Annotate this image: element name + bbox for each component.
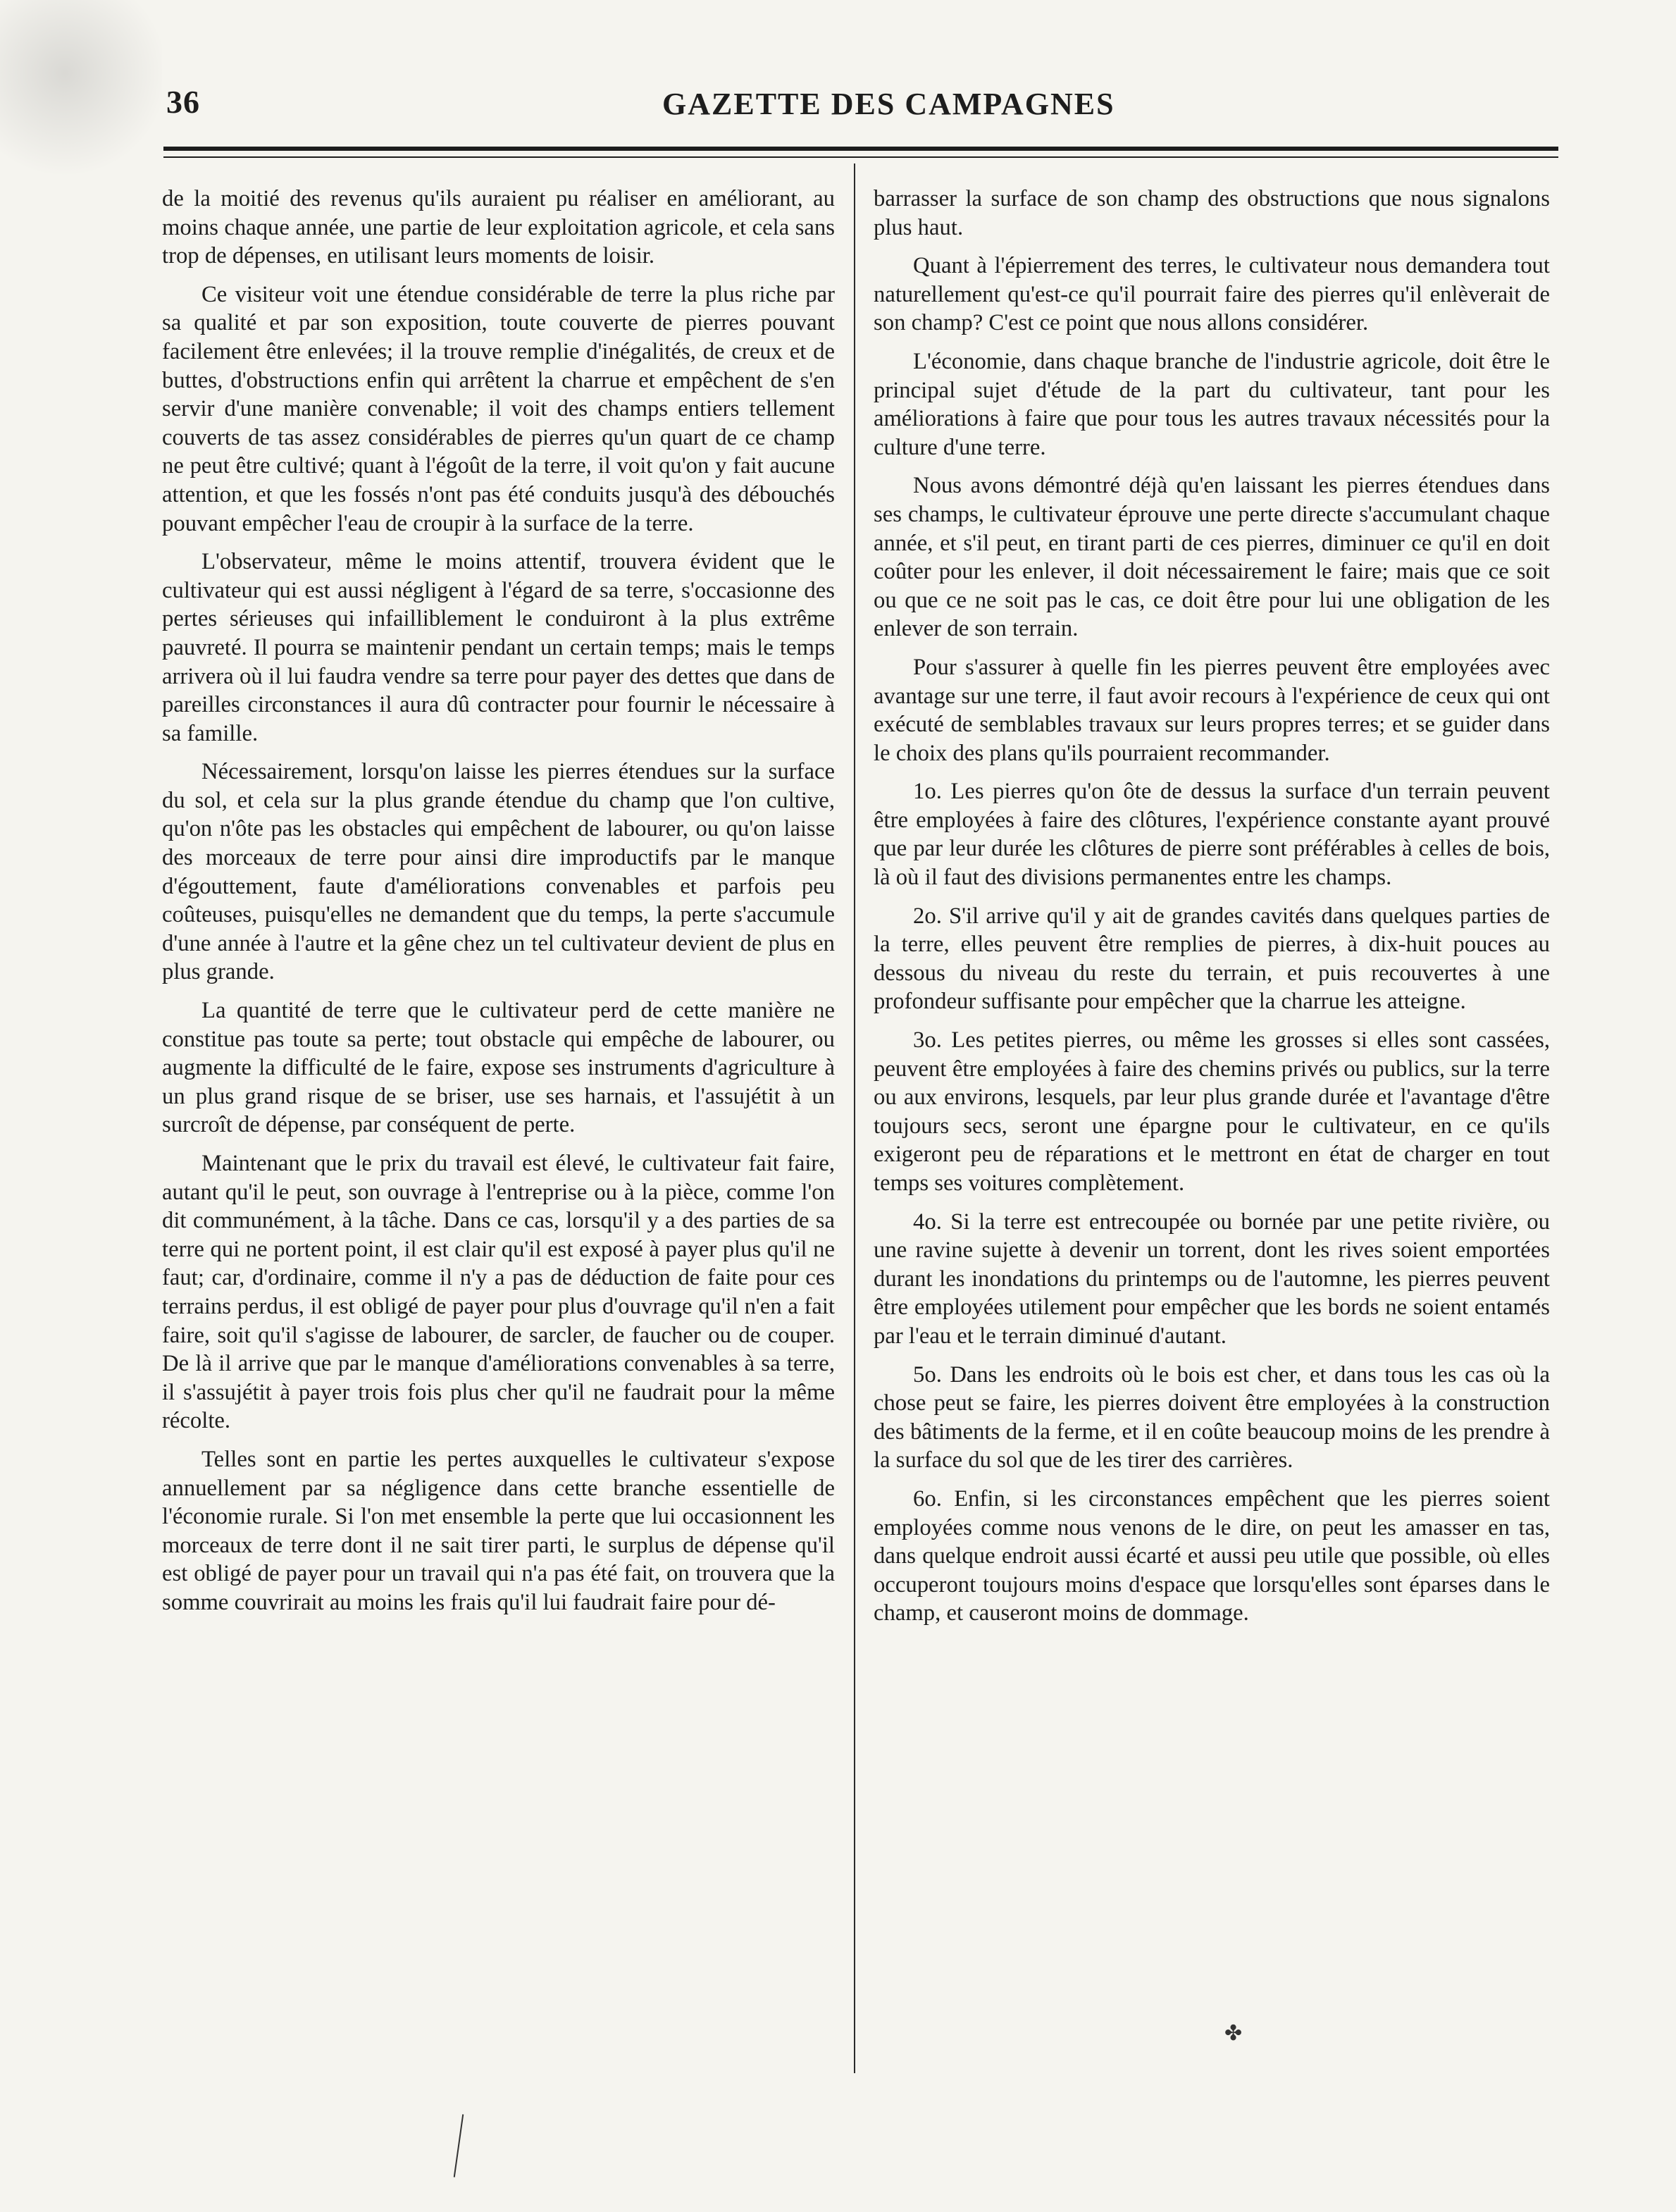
stray-pen-mark [454, 2114, 464, 2177]
paragraph: La quantité de terre que le cultivateur perd de cette manière ne constitue pas toute sa perte; tout obstacle qui empêche de labourer, ou augmente la difficulté de le faire, expose ses instruments d'agriculture à un plus grand risque de se briser, use ses harnais, et l'assujétit à un surcroît de dépense, par conséquent de perte. [162, 998, 835, 1138]
paragraph: 2o. S'il arrive qu'il y ait de grandes cavités dans quelques parties de la terre, elles peuvent être remplies de pierres, à dix-huit pouces au dessous du niveau du reste du terrain, et puis recouvertes à une profondeur suffisante pour empêcher que la charrue les atteigne. [874, 903, 1550, 1015]
left-column [162, 185, 835, 1627]
column-divider [854, 163, 855, 2073]
right-column [874, 185, 1550, 1638]
paragraph: Quant à l'épierrement des terres, le cultivateur nous demandera tout naturellement qu'est-ce qu'il pourrait faire des pierres qu'il enlèverait de son champ? C'est ce point que nous allons considérer. [874, 253, 1550, 336]
paragraph: 5o. Dans les endroits où le bois est cher, et dans tous les cas où la chose peut se faire, les pierres doivent être employées à la construction des bâtiments de la ferme, et il en coûte beaucoup moins de les prendre à la surface du sol que de les tirer des carrières. [874, 1361, 1550, 1473]
paragraph: 4o. Si la terre est entrecoupée ou bornée par une petite rivière, ou une ravine sujette à devenir un torrent, dont les rives soient emportées durant les inondations du printemps ou de l'automne, les pierres peuvent être employées utilement pour empêcher que les bords ne soient entamés par l'eau et le terrain diminué d'autant. [874, 1209, 1550, 1349]
paragraph: de la moitié des revenus qu'ils auraient pu réaliser en améliorant, au moins chaque année, une partie de leur exploitation agricole, et cela sans trop de dépenses, en utilisant leurs moments de loisir. [162, 186, 835, 269]
paragraph: Nous avons démontré déjà qu'en laissant les pierres étendues dans ses champs, le cultivateur éprouve une perte directe s'accumulant chaque année, et s'il peut, en tirant parti de ces pierres, diminuer ce qu'il en doit coûter pour les enlever, il doit nécessairement le faire; mais que ce soit ou que ce ne soit pas le cas, ce doit être pour lui une obligation de les enlever de son terrain. [874, 473, 1550, 642]
page-number: 36 [166, 84, 200, 120]
paragraph: Telles sont en partie les pertes auxquelles le cultivateur s'expose annuellement par sa négligence dans cette branche essentielle de l'économie rurale. Si l'on met ensemble la perte que lui occasionnent les morceaux de terre dont il ne sait tirer parti, le surplus de dépense qu'il est obligé de payer pour un travail qui n'a pas été fait, on trouvera que la somme couvrirait au moins les frais qu'il lui faudrait faire pour dé- [162, 1446, 835, 1615]
scan-edge-noise [0, 0, 162, 183]
header-rule-thin [163, 156, 1558, 158]
paragraph: Maintenant que le prix du travail est élevé, le cultivateur fait faire, autant qu'il le peut, son ouvrage à l'entreprise ou à la pièce, comme l'on dit communément, à la tâche. Dans ce cas, lorsqu'il y a des parties de sa terre qui ne portent point, il est clair qu'il est exposé à payer plus qu'il ne faut; car, d'ordinaire, comme il n'y a pas de déduction de faite pour ces terrains perdus, il est obligé de payer pour plus d'ouvrage qu'il n'en a fait faire, soit qu'il s'agisse de labourer, de sarcler, de faucher ou de couper. De là il arrive que par le manque d'améliorations convenables à sa terre, il s'assujétit à payer trois fois plus cher qu'il ne faudrait pour la même récolte. [162, 1151, 835, 1434]
paragraph: 1o. Les pierres qu'on ôte de dessus la surface d'un terrain peuvent être employées à faire des clôtures, l'expérience constante ayant prouvé que par leur durée les clôtures de pierre sont préférables à celles de bois, là où il faut des divisions permanentes entre les champs. [874, 779, 1550, 891]
paragraph: 6o. Enfin, si les circonstances empêchent que les pierres soient employées comme nous venons de le dire, on peut les amasser en tas, dans quelque endroit aussi écarté et aussi peu utile que possible, où elles occuperont toujours moins d'espace que lorsqu'elles sont éparses dans le champ, et causeront moins de dommage. [874, 1485, 1550, 1626]
paragraph: Nécessairement, lorsqu'on laisse les pierres étendues sur la surface du sol, et cela sur la plus grande étendue du champ que l'on cultive, qu'on n'ôte pas les obstacles qui empêchent de labourer, ou qu'on laisse des morceaux de terre pour ainsi dire improductifs par le manque d'égouttement, faute d'améliorations convenables et parfois peu coûteuses, puisqu'elles ne demandent que du temps, la perte s'accumule d'une année à l'autre et la gêne chez un tel cultivateur devient de plus en plus grande. [162, 759, 835, 985]
printer-ornament-icon: ✤ [1224, 2022, 1243, 2045]
paragraph: barrasser la surface de son champ des obstructions que nous signalons plus haut. [874, 186, 1550, 240]
header-rule-thick [163, 147, 1558, 151]
paragraph: 3o. Les petites pierres, ou même les grosses si elles sont cassées, peuvent être employées à faire des chemins privés ou publics, sur la terre ou aux environs, lesquels, par leur plus grande durée et l'avantage d'être toujours secs, seront une épargne pour le cultivateur, en ce qu'ils exigeront peu de réparations et le mettront en état de charger en tout temps ses voitures complètement. [874, 1027, 1550, 1196]
masthead-title: GAZETTE DES CAMPAGNES [662, 87, 1115, 121]
paragraph: L'économie, dans chaque branche de l'industrie agricole, doit être le principal sujet d'étude de la part du cultivateur, tant pour les améliorations à faire que pour tous les autres travaux nécessités pour la culture d'une terre. [874, 348, 1550, 460]
paragraph: Pour s'assurer à quelle fin les pierres peuvent être employées avec avantage sur une terre, il faut avoir recours à l'expérience de ceux qui ont exécuté de semblables travaux sur leurs propres terres; et se guider dans le choix des plans qu'ils pourraient recommander. [874, 654, 1550, 766]
paragraph: Ce visiteur voit une étendue considérable de terre la plus riche par sa qualité et par son exposition, toute couverte de pierres pouvant facilement être enlevées; il la trouve remplie d'inégalités, de creux et de buttes, d'obstructions enfin qui arrêtent la charrue et empêchent de s'en servir d'une manière convenable; il voit des champs entiers tellement couverts de tas assez considérables de pierres qu'un quart de ce champ ne peut être cultivé; quant à l'égoût de la terre, il voit qu'on y fait aucune attention, et que les fossés n'ont pas été conduits jusqu'à des débouchés pouvant empêcher l'eau de croupir à la surface de la terre. [162, 281, 835, 536]
paragraph: L'observateur, même le moins attentif, trouvera évident que le cultivateur qui est aussi négligent à l'égard de sa terre, s'occasionne des pertes sérieuses qui infailliblement le conduiront à la plus extrême pauvreté. Il pourra se maintenir pendant un certain temps; mais le temps arrivera où il lui faudra vendre sa terre pour payer des dettes que dans de pareilles circonstances il aura dû contracter pour fournir le nécessaire à sa famille. [162, 549, 835, 746]
